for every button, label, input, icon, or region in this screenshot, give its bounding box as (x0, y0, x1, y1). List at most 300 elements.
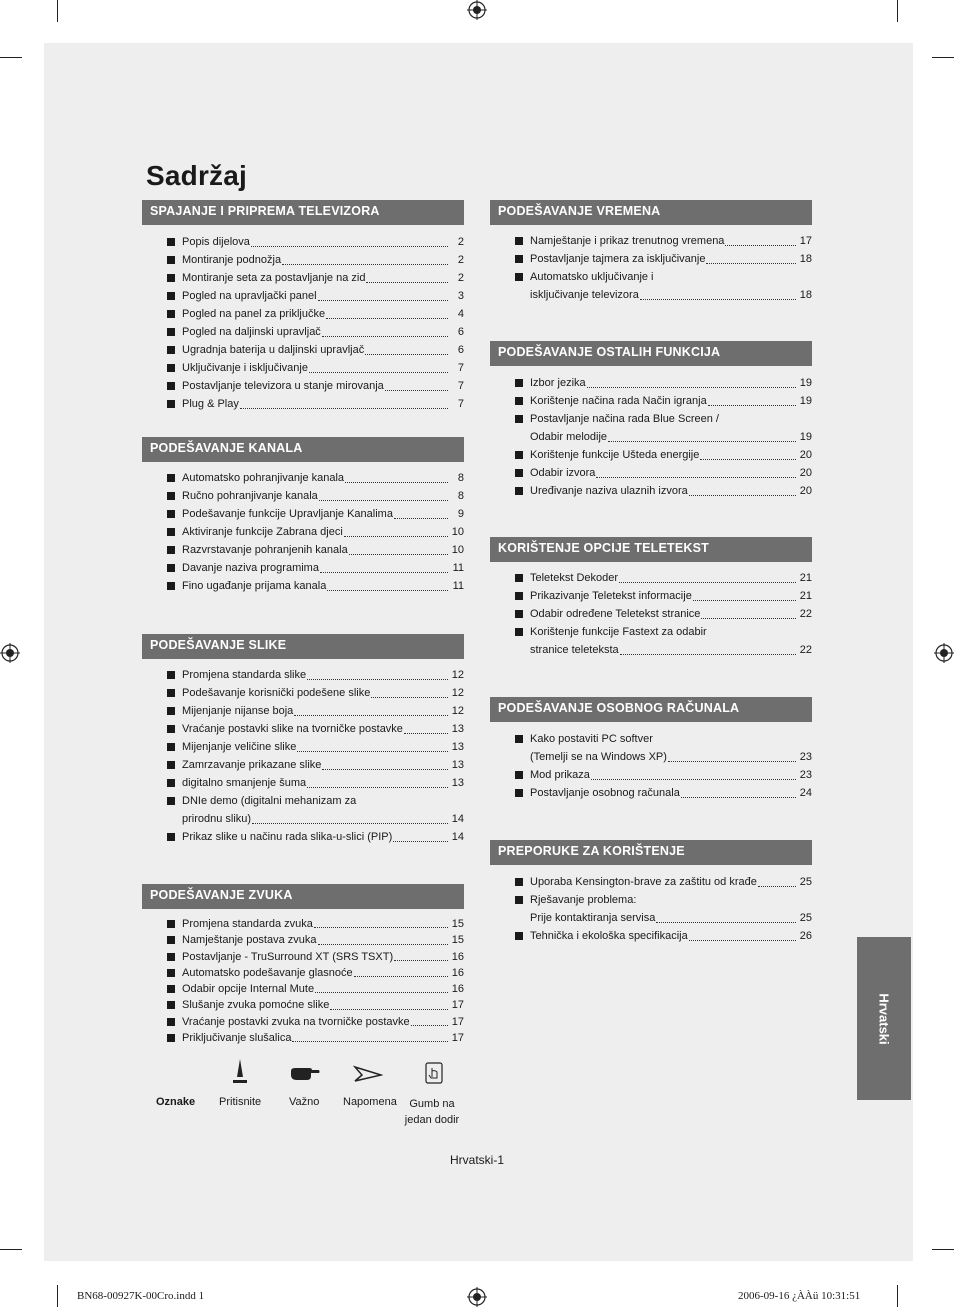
bullet-square-icon (167, 1018, 175, 1026)
toc-page-number: 19 (799, 377, 812, 389)
bullet-square-icon (515, 610, 523, 618)
toc-list (142, 233, 464, 413)
toc-entry-text: Promjena standarda slike (182, 669, 307, 681)
registration-mark-icon (467, 1287, 487, 1307)
toc-entry[interactable] (490, 623, 812, 659)
toc-page-number: 3 (457, 290, 464, 302)
legend-vazno: Važno (289, 1096, 320, 1108)
toc-page-number: 15 (451, 934, 464, 947)
toc-entry[interactable] (142, 1030, 464, 1046)
note-arrow-icon (353, 1065, 383, 1083)
toc-entry-text: Automatsko pohranjivanje kanala (182, 472, 345, 484)
section-heading: PODEŠAVANJE VREMENA (490, 200, 812, 225)
bullet-square-icon (515, 628, 523, 636)
bullet-square-icon (515, 469, 523, 477)
toc-entry[interactable] (142, 577, 464, 595)
toc-entry[interactable] (490, 766, 812, 784)
toc-entry-text: Montiranje podnožja (182, 254, 282, 266)
toc-entry-text: Postavljanje televizora u stanje mirovanja (182, 380, 384, 392)
toc-page-number: 9 (457, 508, 464, 520)
bullet-square-icon (515, 771, 523, 779)
toc-page-number: 18 (799, 253, 812, 265)
legend-heading: Oznake (156, 1096, 196, 1108)
toc-entry[interactable] (142, 505, 464, 523)
registration-mark-icon (467, 0, 487, 20)
toc-entry-text: Postavljanje osobnog računala (530, 787, 680, 799)
dot-leader (404, 733, 448, 734)
toc-entry[interactable] (142, 269, 464, 287)
toc-list (490, 232, 812, 304)
dot-leader (314, 927, 448, 928)
toc-entry-text: Plug & Play (182, 398, 239, 410)
toc-entry-text: Automatsko podešavanje glasnoće (182, 966, 353, 979)
bullet-square-icon (167, 1034, 175, 1042)
bullet-square-icon (515, 896, 523, 904)
toc-page-number: 24 (799, 787, 812, 799)
toc-entry[interactable] (490, 482, 812, 500)
dot-leader (315, 992, 448, 993)
toc-list (142, 666, 464, 846)
timestamp-slug: 2006-09-16 ¿ÀÀü 10:31:51 (738, 1290, 861, 1302)
bullet-square-icon (167, 564, 175, 572)
toc-entry-text: Priključivanje slušalica (182, 1032, 292, 1045)
toc-entry[interactable] (490, 232, 812, 250)
dot-leader (640, 299, 796, 300)
bullet-square-icon (515, 487, 523, 495)
toc-entry[interactable] (142, 1014, 464, 1030)
bullet-square-icon (167, 510, 175, 518)
toc-entry[interactable] (142, 965, 464, 981)
toc-page-number: 17 (451, 1015, 464, 1028)
toc-entry[interactable] (142, 702, 464, 720)
toc-entry-text-cont: Odabir melodije (530, 431, 608, 443)
dot-leader (385, 390, 448, 391)
dot-leader (251, 246, 448, 247)
bullet-square-icon (167, 953, 175, 961)
toc-entry-text: Teletekst Dekoder (530, 572, 619, 584)
toc-entry-text: Montiranje seta za postavljanje na zid (182, 272, 366, 284)
toc-page-number: 20 (799, 449, 812, 461)
toc-entry[interactable] (142, 341, 464, 359)
toc-entry-text: Uređivanje naziva ulaznih izvora (530, 485, 688, 497)
toc-entry-text: Mijenjanje veličine slike (182, 741, 297, 753)
bullet-square-icon (515, 932, 523, 940)
toc-page-number: 13 (451, 723, 464, 735)
dot-leader (345, 482, 448, 483)
bullet-square-icon (167, 382, 175, 390)
section-slike (142, 634, 464, 846)
toc-entry-text: Kako postaviti PC softver (530, 733, 653, 745)
crop-mark (932, 1249, 954, 1250)
toc-page-number: 17 (451, 1032, 464, 1045)
dot-leader (322, 336, 448, 337)
toc-entry[interactable] (142, 395, 464, 413)
bullet-square-icon (167, 256, 175, 264)
toc-page-number: 12 (451, 705, 464, 717)
dot-leader (591, 779, 796, 780)
toc-entry[interactable] (490, 446, 812, 464)
toc-entry[interactable] (142, 666, 464, 684)
toc-entry[interactable] (490, 392, 812, 410)
bullet-square-icon (167, 671, 175, 679)
bullet-square-icon (167, 936, 175, 944)
toc-page-number: 22 (799, 644, 812, 656)
section-osobnog-racunala (490, 697, 812, 802)
toc-entry[interactable] (490, 587, 812, 605)
toc-page-number: 23 (799, 751, 812, 763)
toc-list (490, 873, 812, 945)
toc-entry[interactable] (142, 287, 464, 305)
toc-entry[interactable] (142, 487, 464, 505)
toc-entry-text: Fino ugađanje prijama kanala (182, 580, 327, 592)
toc-page-number: 2 (457, 236, 464, 248)
bullet-square-icon (167, 400, 175, 408)
toc-entry-text: Postavljanje tajmera za isključivanje (530, 253, 706, 265)
dot-leader (307, 679, 448, 680)
dot-leader (700, 459, 796, 460)
page-number: Hrvatski-1 (449, 1153, 504, 1167)
dot-leader (371, 697, 448, 698)
dot-leader (344, 536, 448, 537)
crop-mark (0, 57, 22, 58)
toc-entry[interactable] (490, 374, 812, 392)
bullet-square-icon (167, 546, 175, 554)
dot-leader (758, 886, 796, 887)
bullet-square-icon (167, 582, 175, 590)
bullet-square-icon (167, 779, 175, 787)
toc-entry-text: Promjena standarda zvuka (182, 918, 313, 930)
toc-entry[interactable] (142, 541, 464, 559)
legend-pritisnite: Pritisnite (219, 1096, 262, 1108)
toc-list (490, 730, 812, 802)
dot-leader (701, 618, 796, 619)
toc-entry[interactable] (490, 784, 812, 802)
toc-entry-text: Odabir opcije Internal Mute (182, 983, 315, 996)
toc-list (490, 374, 812, 500)
bullet-square-icon (167, 689, 175, 697)
toc-entry[interactable] (142, 469, 464, 487)
toc-entry-text: Pogled na upravljački panel (182, 290, 317, 302)
crop-mark (897, 1285, 898, 1307)
toc-entry-text: Korištenje načina rada Način igranja (530, 395, 707, 407)
section-ostalih-funkcija (490, 341, 812, 500)
dot-leader (689, 495, 796, 496)
bullet-square-icon (167, 833, 175, 841)
dot-leader (252, 823, 448, 824)
toc-entry[interactable] (142, 738, 464, 756)
toc-page-number: 20 (799, 467, 812, 479)
toc-entry[interactable] (142, 932, 464, 948)
bullet-square-icon (167, 528, 175, 536)
toc-entry-text: digitalno smanjenje šuma (182, 777, 307, 789)
toc-page-number: 10 (451, 526, 464, 538)
bullet-square-icon (167, 1001, 175, 1009)
toc-entry[interactable] (142, 792, 464, 828)
bullet-square-icon (515, 735, 523, 743)
bullet-square-icon (167, 328, 175, 336)
language-tab: Hrvatski (857, 937, 911, 1100)
bullet-square-icon (515, 415, 523, 423)
toc-entry-text: Odabir određene Teletekst stranice (530, 608, 701, 620)
bullet-square-icon (515, 255, 523, 263)
toc-entry[interactable] (142, 359, 464, 377)
bullet-square-icon (515, 379, 523, 387)
toc-entry-text: Davanje naziva programima (182, 562, 319, 574)
section-heading: PODEŠAVANJE SLIKE (142, 634, 464, 659)
dot-leader (297, 751, 448, 752)
toc-page-number: 12 (451, 687, 464, 699)
toc-entry-text: Mijenjanje nijanse boja (182, 705, 294, 717)
toc-entry-text: Izbor jezika (530, 377, 586, 389)
toc-page-number: 21 (799, 590, 812, 602)
toc-entry-text: DNIe demo (digitalni mehanizam za (182, 795, 357, 807)
toc-entry[interactable] (490, 891, 812, 927)
dot-leader (596, 477, 796, 478)
bullet-square-icon (167, 725, 175, 733)
toc-entry-text: Postavljanje - TruSurround XT (SRS TSXT) (182, 950, 394, 963)
toc-page-number: 20 (799, 485, 812, 497)
crop-mark (57, 1285, 58, 1307)
toc-entry-text-cont: isključivanje televizora (530, 289, 639, 301)
toc-page-number: 4 (457, 308, 464, 320)
toc-entry-text: Odabir izvora (530, 467, 596, 479)
toc-entry[interactable] (142, 233, 464, 251)
toc-entry[interactable] (142, 828, 464, 846)
dot-leader (681, 797, 796, 798)
section-heading: SPAJANJE I PRIPREMA TELEVIZORA (142, 200, 464, 225)
dot-leader (318, 300, 448, 301)
toc-entry-text: Uključivanje i isključivanje (182, 362, 308, 374)
crop-mark (897, 0, 898, 22)
bullet-square-icon (167, 920, 175, 928)
toc-entry[interactable] (490, 569, 812, 587)
toc-page-number: 18 (799, 289, 812, 301)
dot-leader (693, 600, 796, 601)
dot-leader (292, 1041, 448, 1042)
dot-leader (689, 940, 796, 941)
toc-entry-text: Razvrstavanje pohranjenih kanala (182, 544, 348, 556)
bullet-square-icon (167, 492, 175, 500)
page-title: Sadržaj (146, 160, 247, 191)
toc-entry[interactable] (490, 464, 812, 482)
dot-leader (320, 572, 448, 573)
bullet-square-icon (167, 310, 175, 318)
toc-entry-text-cont: prirodnu sliku) (182, 813, 252, 825)
bullet-square-icon (167, 707, 175, 715)
dot-leader (706, 263, 796, 264)
dot-leader (725, 245, 796, 246)
toc-entry[interactable] (142, 251, 464, 269)
toc-list (142, 469, 464, 595)
dot-leader (307, 787, 448, 788)
toc-page-number: 8 (457, 472, 464, 484)
bullet-square-icon (515, 878, 523, 886)
section-preporuke (490, 840, 812, 945)
toc-page-number: 16 (451, 950, 464, 963)
bullet-square-icon (515, 397, 523, 405)
dot-leader (394, 518, 448, 519)
section-heading: PODEŠAVANJE KANALA (142, 437, 464, 462)
dot-leader (394, 960, 448, 961)
toc-entry[interactable] (142, 559, 464, 577)
toc-page-number: 13 (451, 759, 464, 771)
toc-entry-text: Vraćanje postavki slike na tvorničke postavke (182, 723, 403, 735)
toc-entry-text: Pogled na panel za priključke (182, 308, 326, 320)
toc-entry[interactable] (142, 720, 464, 738)
toc-page-number: 2 (457, 272, 464, 284)
bullet-square-icon (515, 592, 523, 600)
toc-list (142, 916, 464, 1046)
toc-page-number: 19 (799, 395, 812, 407)
toc-page-number: 25 (799, 912, 812, 924)
dot-leader (366, 282, 448, 283)
toc-entry[interactable] (142, 323, 464, 341)
toc-page-number: 2 (457, 254, 464, 266)
bullet-square-icon (515, 273, 523, 281)
toc-list (490, 569, 812, 659)
toc-entry-text: Vraćanje postavki zvuka na tvorničke postavke (182, 1015, 410, 1028)
dot-leader (608, 441, 796, 442)
toc-entry-text: Podešavanje korisnički podešene slike (182, 687, 371, 699)
toc-page-number: 17 (799, 235, 812, 247)
toc-entry-text-cont: stranice teleteksta (530, 644, 619, 656)
toc-entry-text: Slušanje zvuka pomoćne slike (182, 999, 330, 1012)
toc-page-number: 25 (799, 876, 812, 888)
section-vremena (490, 200, 812, 304)
legend-napomena: Napomena (343, 1096, 397, 1108)
toc-entry-text: Ručno pohranjivanje kanala (182, 490, 318, 502)
section-kanala (142, 437, 464, 595)
toc-entry-text: Aktiviranje funkcije Zabrana djeci (182, 526, 343, 538)
bullet-square-icon (167, 474, 175, 482)
dot-leader (411, 1025, 448, 1026)
dot-leader (393, 841, 448, 842)
crop-mark (932, 57, 954, 58)
toc-entry[interactable] (142, 949, 464, 965)
dot-leader (656, 922, 796, 923)
toc-entry-text: Postavljanje načina rada Blue Screen / (530, 413, 719, 425)
toc-entry[interactable] (142, 377, 464, 395)
toc-entry-text: Ugradnja baterija u daljinski upravljač (182, 344, 365, 356)
toc-entry[interactable] (490, 873, 812, 891)
toc-entry-text: Popis dijelova (182, 236, 250, 248)
dot-leader (322, 769, 448, 770)
crop-mark (0, 1249, 22, 1250)
bullet-square-icon (167, 346, 175, 354)
section-heading: KORIŠTENJE OPCIJE TELETEKST (490, 537, 812, 562)
toc-entry[interactable] (142, 305, 464, 323)
toc-entry-text: Zamrzavanje prikazane slike (182, 759, 322, 771)
section-zvuka (142, 884, 464, 1046)
toc-entry[interactable] (142, 916, 464, 932)
toc-page-number: 26 (799, 930, 812, 942)
toc-entry-text: Prikaz slike u načinu rada slika-u-slici (PIP) (182, 831, 393, 843)
toc-entry[interactable] (490, 250, 812, 268)
one-touch-button-icon (425, 1062, 443, 1084)
toc-entry-text: Tehnička i ekološka specifikacija (530, 930, 688, 942)
legend-gumb: Gumb na jedan dodir (404, 1098, 460, 1126)
bullet-square-icon (167, 743, 175, 751)
toc-entry[interactable] (490, 730, 812, 766)
toc-page-number: 12 (451, 669, 464, 681)
dot-leader (349, 554, 448, 555)
bullet-square-icon (167, 274, 175, 282)
bullet-square-icon (167, 797, 175, 805)
toc-entry-text-cont: (Temelji se na Windows XP) (530, 751, 667, 763)
bullet-square-icon (515, 451, 523, 459)
press-icon (231, 1057, 249, 1087)
dot-leader (708, 405, 796, 406)
bullet-square-icon (515, 789, 523, 797)
toc-page-number: 13 (451, 741, 464, 753)
dot-leader (318, 944, 448, 945)
toc-entry-text: Uporaba Kensington-brave za zaštitu od krađe (530, 876, 757, 888)
toc-entry[interactable] (490, 410, 812, 446)
toc-page-number: 7 (457, 398, 464, 410)
registration-mark-icon (934, 643, 954, 663)
toc-entry[interactable] (142, 997, 464, 1013)
toc-page-number: 17 (451, 999, 464, 1012)
toc-page-number: 6 (457, 344, 464, 356)
section-teletekst (490, 537, 812, 659)
dot-leader (294, 715, 448, 716)
toc-page-number: 10 (451, 544, 464, 556)
dot-leader (587, 387, 796, 388)
toc-page-number: 8 (457, 490, 464, 502)
toc-entry-text-cont: Prije kontaktiranja servisa (530, 912, 656, 924)
dot-leader (240, 408, 448, 409)
important-hand-icon (289, 1065, 321, 1083)
toc-entry[interactable] (142, 774, 464, 792)
dot-leader (319, 500, 448, 501)
toc-entry[interactable] (490, 927, 812, 945)
bullet-square-icon (515, 237, 523, 245)
dot-leader (326, 318, 448, 319)
toc-entry[interactable] (142, 981, 464, 997)
toc-entry[interactable] (142, 684, 464, 702)
dot-leader (309, 372, 448, 373)
dot-leader (330, 1009, 448, 1010)
toc-entry-text: Prikazivanje Teletekst informacije (530, 590, 692, 602)
dot-leader (327, 590, 448, 591)
dot-leader (620, 654, 796, 655)
toc-entry[interactable] (490, 268, 812, 304)
bullet-square-icon (167, 985, 175, 993)
toc-page-number: 21 (799, 572, 812, 584)
bullet-square-icon (167, 238, 175, 246)
section-heading: PREPORUKE ZA KORIŠTENJE (490, 840, 812, 865)
bullet-square-icon (167, 292, 175, 300)
bullet-square-icon (167, 761, 175, 769)
toc-page-number: 15 (451, 918, 464, 930)
toc-entry[interactable] (490, 605, 812, 623)
dot-leader (282, 264, 448, 265)
toc-entry-text: Korištenje funkcije Ušteda energije (530, 449, 700, 461)
toc-entry[interactable] (142, 523, 464, 541)
section-heading: PODEŠAVANJE OSOBNOG RAČUNALA (490, 697, 812, 722)
symbol-legend (150, 1055, 470, 1135)
dot-leader (668, 761, 796, 762)
toc-entry[interactable] (142, 756, 464, 774)
toc-page-number: 11 (452, 580, 464, 592)
toc-entry-text: Podešavanje funkcije Upravljanje Kanalima (182, 508, 393, 520)
section-heading: PODEŠAVANJE ZVUKA (142, 884, 464, 909)
crop-mark (57, 0, 58, 22)
toc-entry-text: Namještanje i prikaz trenutnog vremena (530, 235, 725, 247)
toc-page-number: 14 (451, 813, 464, 825)
bullet-square-icon (167, 969, 175, 977)
toc-entry-text: Automatsko uključivanje i (530, 271, 654, 283)
